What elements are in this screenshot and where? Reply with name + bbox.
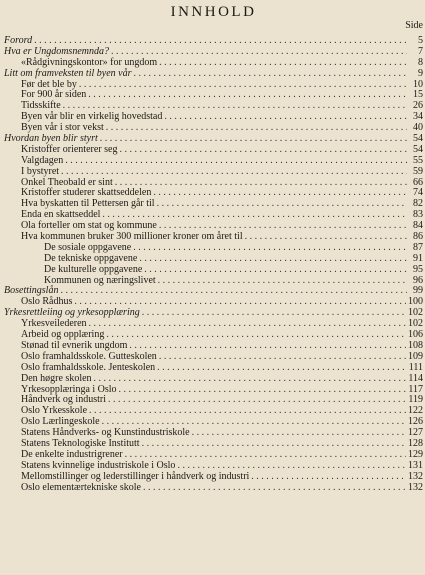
toc-page-number: 119: [408, 394, 423, 406]
toc-page-number: 106: [408, 329, 423, 341]
dot-leader: [94, 374, 407, 385]
toc-page-number: 9: [418, 67, 423, 79]
toc-entry-title: Kommunen og næringslivet: [44, 274, 156, 286]
dot-leader: [115, 178, 407, 189]
dot-leader: [164, 112, 407, 123]
dot-leader: [158, 276, 407, 287]
dot-leader: [106, 123, 407, 134]
toc-entry-title: Statens Teknologiske Institutt: [21, 437, 140, 449]
toc-entry: [4, 90, 423, 101]
dot-leader: [245, 232, 407, 243]
toc-page-number: 54: [413, 143, 423, 155]
dot-leader: [89, 319, 406, 330]
toc-page-number: 122: [408, 405, 423, 417]
toc-page-number: 111: [408, 361, 423, 373]
toc-page-number: 129: [408, 448, 423, 460]
toc-page-number: 66: [413, 176, 423, 188]
toc-entry-title: Oslo framhaldsskole. Jenteskolen: [21, 361, 156, 373]
toc-page-number: 15: [413, 89, 423, 101]
dot-leader: [159, 352, 406, 363]
toc-page-number: 126: [408, 416, 423, 428]
toc-page-number: 132: [408, 481, 423, 493]
page-column-header: Side: [405, 20, 423, 31]
toc-page-number: 100: [408, 296, 423, 308]
toc-entry-title: Ola forteller om stat og kommune: [21, 220, 157, 232]
dot-leader: [144, 265, 407, 276]
toc-page-number: 55: [413, 154, 423, 166]
toc-entry-title: Oslo framhaldsskole. Gutteskolen: [21, 350, 157, 362]
toc-entry: [4, 167, 423, 178]
toc-entry-title: Oslo Yrkesskole: [21, 405, 88, 417]
toc-entry-title: Valgdagen: [21, 154, 64, 166]
toc-entry: [4, 483, 423, 494]
toc-entry: [4, 363, 423, 374]
toc-entry-title: Hvordan byen blir styrt: [4, 133, 98, 145]
toc-page-number: 34: [413, 111, 423, 123]
toc-entry: [4, 265, 423, 276]
table-of-contents: [4, 36, 423, 493]
toc-entry-title: Hva byskatten til Pettersen går til: [21, 198, 155, 210]
toc-page-number: 59: [413, 165, 423, 177]
toc-page-number: 128: [408, 437, 423, 449]
toc-page-number: 54: [413, 133, 423, 145]
toc-page-number: 74: [413, 187, 423, 199]
toc-entry-title: Yrkesveilederen: [21, 318, 87, 330]
toc-entry-title: Kristoffer studerer skattseddelen: [21, 187, 152, 199]
dot-leader: [61, 167, 407, 178]
toc-entry: [4, 145, 423, 156]
toc-entry-title: Litt om framveksten til byen vår: [4, 67, 132, 79]
dot-leader: [100, 134, 407, 145]
dot-leader: [108, 395, 406, 406]
toc-page-number: 86: [413, 231, 423, 243]
toc-entry-title: Tidsskifte: [21, 100, 61, 112]
dot-leader: [159, 58, 407, 69]
toc-entry-title: Statens Håndverks- og Kunstindustriskole: [21, 427, 190, 439]
toc-page-number: 131: [408, 459, 423, 471]
toc-entry-title: Statens kvinnelige industriskole i Oslo: [21, 459, 176, 471]
toc-entry-title: Forord: [4, 35, 33, 46]
toc-entry-title: Oslo Rådhus: [21, 296, 73, 308]
dot-leader: [79, 80, 407, 91]
toc-page-number: 91: [413, 252, 423, 264]
toc-page-number: 109: [408, 350, 423, 362]
toc-entry: [4, 276, 423, 287]
dot-leader: [65, 156, 407, 167]
toc-entry-title: Arbeid og opplæring: [21, 329, 105, 341]
toc-page-number: 84: [413, 220, 423, 232]
dot-leader: [60, 286, 407, 297]
toc-entry-title: Byen vår blir en virkelig hovedstad: [21, 111, 163, 123]
dot-leader: [142, 439, 406, 450]
toc-entry-title: Yrkesopplæringa i Oslo: [21, 383, 117, 395]
toc-entry-title: De enkelte industrigrener: [21, 448, 123, 460]
toc-entry-title: Oslo elementærtekniske skole: [21, 481, 141, 493]
toc-entry: [4, 461, 423, 472]
toc-entry: [4, 472, 423, 483]
toc-entry: [4, 156, 423, 167]
toc-entry-title: Før det ble by: [21, 78, 77, 90]
toc-entry-title: Kristoffer orienterer seg: [21, 143, 118, 155]
toc-page-number: 82: [413, 198, 423, 210]
dot-leader: [143, 483, 406, 494]
toc-entry: [4, 374, 423, 385]
toc-entry-title: Den høgre skolen: [21, 372, 92, 384]
toc-page-number: 117: [408, 383, 423, 395]
toc-entry-title: Mellomstillinger og lederstillinger i håndverk og industri: [21, 470, 250, 482]
toc-entry-title: Håndverk og industri: [21, 394, 106, 406]
toc-page-number: 8: [418, 56, 423, 68]
toc-entry-title: Stønad til evnerik ungdom: [21, 339, 128, 351]
toc-section-heading: [4, 69, 423, 80]
page-title: INNHOLD: [170, 4, 257, 20]
dot-leader: [88, 90, 407, 101]
dot-leader: [106, 330, 406, 341]
toc-entry-title: Onkel Theobald er sint: [21, 176, 113, 188]
toc-entry-title: I bystyret: [21, 165, 60, 177]
toc-page-number: 95: [413, 263, 423, 275]
toc-page-number: 10: [413, 78, 423, 90]
dot-leader: [129, 341, 406, 352]
dot-leader: [153, 188, 407, 199]
toc-page-number: 5: [418, 35, 423, 46]
toc-page-number: 26: [413, 100, 423, 112]
toc-page-number: 99: [413, 285, 423, 297]
dot-leader: [177, 461, 406, 472]
toc-page-number: 7: [418, 45, 423, 57]
toc-entry-title: Enda en skattseddel: [21, 209, 101, 221]
toc-entry-title: De tekniske oppgavene: [44, 252, 138, 264]
toc-page-number: 83: [413, 209, 423, 221]
toc-entry-title: Yrkesrettleiing og yrkesopplæring: [4, 307, 140, 319]
toc-entry-title: De sosiale oppgavene: [44, 241, 132, 253]
toc-entry-title: Hva er Ungdomsnemnda?: [4, 45, 109, 57]
dot-leader: [133, 69, 407, 80]
toc-page-number: 102: [408, 318, 423, 330]
dot-leader: [139, 254, 407, 265]
toc-entry-title: Hva kommunen bruker 300 millioner kroner om året til: [21, 231, 243, 243]
toc-page-number: 132: [408, 470, 423, 482]
toc-page-number: 114: [408, 372, 423, 384]
dot-leader: [251, 472, 406, 483]
dot-leader: [192, 428, 406, 439]
toc-page-number: 96: [413, 274, 423, 286]
dot-leader: [119, 385, 407, 396]
dot-leader: [142, 308, 406, 319]
dot-leader: [119, 145, 407, 156]
toc-entry-title: «Rådgivningskontor» for ungdom: [21, 56, 158, 68]
toc-entry-title: Byen vår i stor vekst: [21, 122, 104, 134]
dot-leader: [133, 243, 407, 254]
dot-leader: [89, 406, 406, 417]
toc-page-number: 127: [408, 427, 423, 439]
toc-page-number: 40: [413, 122, 423, 134]
toc-entry-title: Bosettingslån: [4, 285, 59, 297]
toc-entry-title: De kulturelle oppgavene: [44, 263, 143, 275]
toc-entry-title: Oslo Lærlingeskole: [21, 416, 100, 428]
dot-leader: [157, 199, 407, 210]
toc-page-number: 108: [408, 339, 423, 351]
toc-page-number: 87: [413, 241, 423, 253]
toc-entry-title: For 900 år siden: [21, 89, 87, 101]
toc-page-number: 102: [408, 307, 423, 319]
dot-leader: [157, 363, 407, 374]
